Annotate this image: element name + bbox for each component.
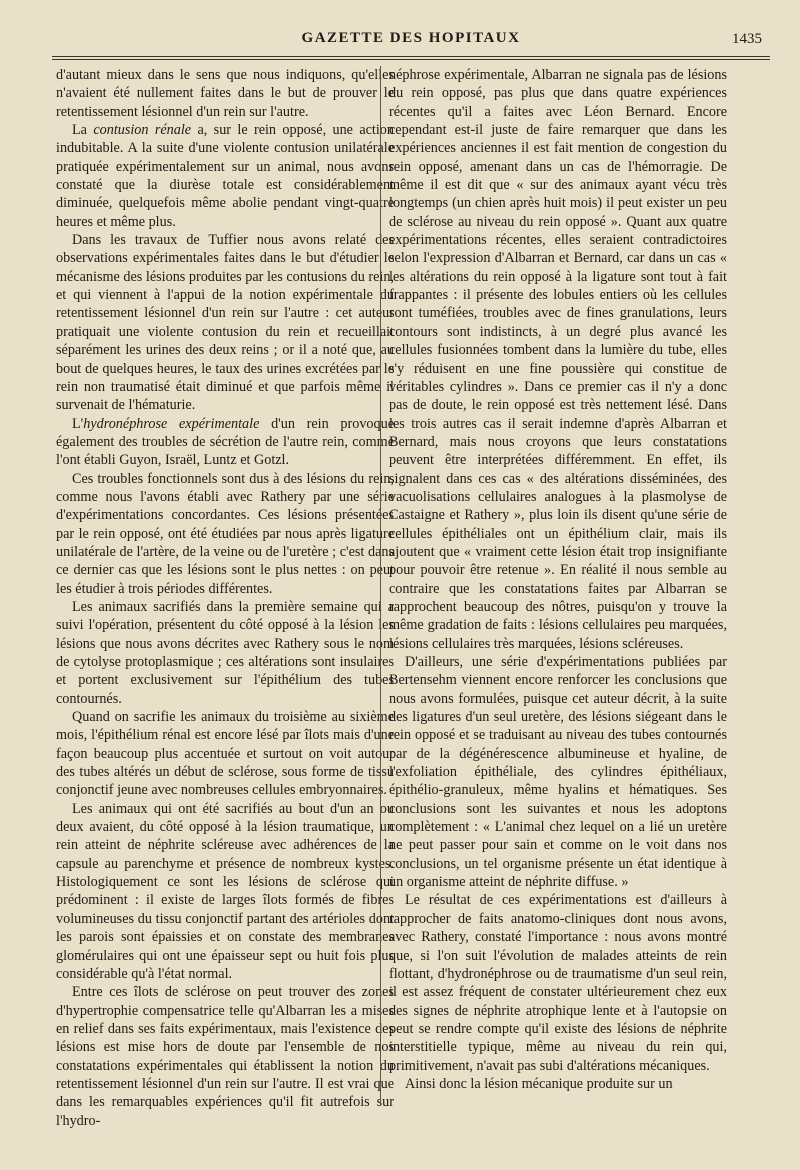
paragraph: Entre ces îlots de sclérose on peut trouver des zones d'hypertrophie compensatrice telle qu'Albarran les a mises en relief dans ses faits expérimentaux, mais l'existence des lésions est mise hors de doute par l'ensemble de nos constatations expérimentales qui établissent la notion du retentissement lésionnel d'un rein sur l'autre. Il est vrai que dans les remarquables expériences qu'il fit autrefois sur l'hydro- — [56, 984, 394, 1129]
paragraph: Dans les travaux de Tuffier nous avons relaté des observations expérimentales faites dans le but d'étudier le mécanisme des lésions produites par les contusions du rein, et qui viennent à l'appui de la notion expérimentale du retentissement lésionnel d'un rein sur l'autre : cet auteur pratiquait une violente contusion du rein et recueillait séparément les urines des deux reins ; or il a noté que, au bout de quelques heures, le taux des urines excrétées par le rein non traumatisé était diminué et que parfois même il survenait de l'hématurie. — [56, 232, 394, 414]
page-header — [52, 30, 770, 52]
paragraph: Les animaux sacrifiés dans la première semaine qui a suivi l'opération, présentent du côté opposé à la lésion les lésions que nous avons décrites avec Rathery sous le nom de cytolyse protoplasmique ; ces altérations sont insulaires et portent exclusivement sur l'épithélium des tubes contournés. — [56, 598, 394, 707]
paragraph: Ces troubles fonctionnels sont dus à des lésions du rein, comme nous l'avons établi avec Rathery par une série d'expérimentations concordantes. Ces lésions présentées par le rein opposé, ont été étudiées par nous après ligature unilatérale de l'artère, de la veine ou de l'uretère ; c'est dans ce dernier cas que les lésions sont le plus nettes : on peut les étudier à trois périodes différentes. — [56, 470, 394, 597]
text-run: d'un rein provoque également des troubles de sécrétion de l'autre rein, comme l'ont établi Guyon, Israël, Luntz et Gotzl. — [56, 415, 394, 469]
journal-title: GAZETTE DES HOPITAUX — [301, 30, 521, 46]
paragraph: Les animaux qui ont été sacrifiés au bout d'un an ou deux avaient, du côté opposé à la lésion traumatique, un rein atteint de néphrite scléreuse avec adhérences de la capsule au parenchyme et présence de nombreux kystes. Histologiquement ce sont les lésions de sclérose qui prédominent : il existe de larges îlots formés de fibres volumineuses du tissu conjonctif partant des artérioles dont les parois sont épaissies et on constate des membranes glomérulaires qui ont une épaisseur sept ou huit fois plus considérable qu'à l'état normal. — [56, 800, 394, 982]
paragraph: d'autant mieux dans le sens que nous indiquons, qu'elles n'avaient été nullement faites dans le but de prouver le retentissement lésionnel d'un rein sur l'autre. — [56, 67, 394, 120]
paragraph: Ainsi donc la lésion mécanique produite sur un — [405, 1075, 673, 1092]
text-run: a, sur le rein opposé, une action indubitable. A la suite d'une violente contusion unilatérale pratiquée expérimentalement sur un animal, nous avons constaté que la diurèse totale est considérablement diminuée, quelquefois même abolie pendant vingt-quatre heures et même plus. — [56, 122, 394, 230]
text-run: La — [72, 122, 94, 139]
paragraph — [56, 121, 394, 231]
paragraph: Le résultat de ces expérimentations est d'ailleurs à rapprocher de faits anatomo-cliniques dont nous avons, avec Rathery, constaté l'importance : nous avons montré que, si l'on suit l'évolution de malades atteints de rein flottant, d'hydronéphrose ou de traumatisme d'un seul rein, il est assez fréquent de constater ultérieurement chez eux des signes de néphrite atrophique lente et à l'autopsie on peut se rendre compte qu'il existe des lésions de néphrite interstitielle typique, même au niveau du rein qui, primitivement, n'avait pas subi d'altérations mécaniques. — [389, 892, 727, 1074]
right-column — [389, 66, 727, 1093]
column-divider — [380, 66, 381, 1106]
paragraph: Quand on sacrifie les animaux du troisième au sixième mois, l'épithélium rénal est encore lésé par îlots mais d'une façon beaucoup plus accentuée et surtout on voit autour des tubes altérés un début de sclérose, sous forme de tissu conjonctif jeune avec nombreuses cellules embryonnaires. — [56, 709, 394, 799]
text-run: L' — [72, 415, 84, 432]
italic-term: hydronéphrose expérimentale — [83, 415, 260, 432]
header-rule-bottom — [52, 59, 770, 60]
page-number: 1435 — [732, 31, 762, 47]
paragraph: D'ailleurs, une série d'expérimentations publiées par Bertensehm viennent encore renforcer les conclusions que nous avons formulées, puisque cet auteur décrit, à la suite des ligatures d'un seul uretère, des lésions siégeant dans le rein opposé et se traduisant au niveau des tubes contournés par de la dégénérescence albumineuse et hyaline, de l'exfoliation épithéliale, des cylindres épithéliaux, épithélio-granuleux, même hyalins et hématiques. Ses conclusions sont les suivantes et nous les adoptons complètement : « L'animal chez lequel on a lié un uretère ne peut passer pour sain et comme on le voit dans nos conclusions, un tel organisme présente un état identique à un organisme atteint de néphrite diffuse. » — [389, 654, 727, 891]
paragraph — [56, 415, 394, 470]
header-rule-top — [52, 56, 770, 57]
paragraph: néphrose expérimentale, Albarran ne signala pas de lésions du rein opposé, pas plus que dans quatre expériences récentes qu'il a faites avec Léon Bernard. Encore cependant est-il juste de faire remarquer que dans les expériences anciennes il est fait mention de congestion du rein opposé, amenant dans un cas de l'hémorragie. De même il est dit que « sur des animaux ayant vécu très longtemps (un chien après huit mois) il peut exister un peu de sclérose au niveau du rein opposé ». Quant aux quatre expérimentations récentes, elles seraient contradictoires selon l'expression d'Albarran et Bernard, car dans un cas « les altérations du rein opposé à la ligature sont tout à fait frappantes : il présente des lobules entiers où les cellules sont tuméfiées, troubles avec de fines granulations, leurs contours sont indistincts, à un degré plus avancé les cellules fusionnées tombent dans la lumière du tube, elles s'y réduisent en une fine poussière qui constitue de véritables cylindres ». Dans ce premier cas il n'y a donc pas de doute, le rein opposé est très nettement lésé. Dans les trois autres cas il serait indemne d'après Albarran et Bernard, mais nous croyons que leurs constatations peuvent être interprétées différemment. En effet, ils signalent dans ces cas « des altérations disséminées, des vacuolisations cellulaires analogues à la plasmolyse de Castaigne et Rathery », plus loin ils disent qu'une série de cellules épithéliales ont un épithélium clair, mais ils ajoutent que « vraiment cette lésion était trop insignifiante pour pouvoir être retenue ». En réalité il nous semble au contraire que les constatations faites par Albarran se rapprochent beaucoup des nôtres, puisqu'on y trouve la même gradation de faits : lésions cellulaires peu marquées, lésions cellulaires très marquées, lésions scléreuses. — [389, 67, 727, 652]
left-column — [56, 66, 394, 1130]
italic-term: contusion rénale — [93, 122, 192, 139]
